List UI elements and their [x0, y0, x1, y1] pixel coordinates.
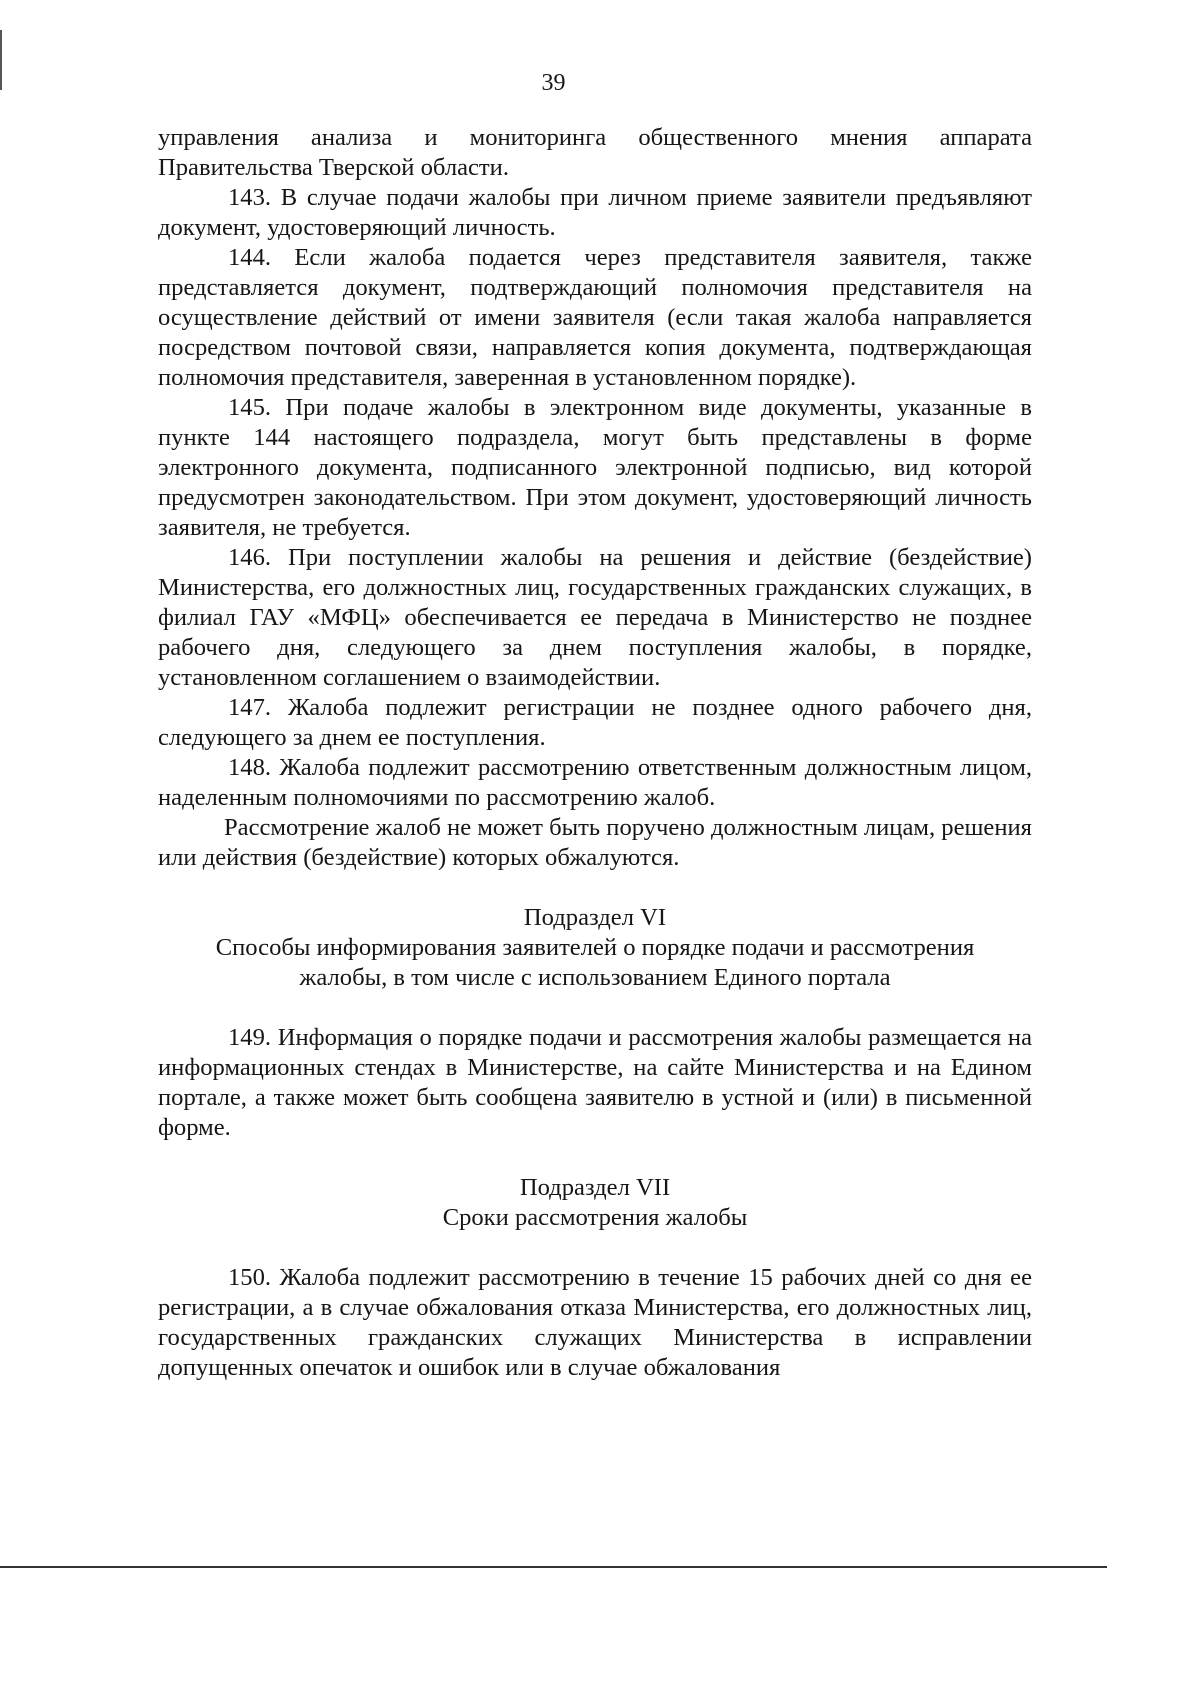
spacer	[158, 1143, 1032, 1173]
section-vi-title-line1: Способы информирования заявителей о порядке подачи и рассмотрения	[215, 934, 975, 961]
paragraph-144: 144. Если жалоба подается через представителя заявителя, также представляется документ, подтверждающий полномочия представителя на осуществление действий от имени заявителя (если такая жалоба направляется посредством почтовой связи, направляется копия документа, подтверждающая полномочия представителя, заверенная в установленном порядке).	[158, 244, 1032, 391]
paragraph-continuation: управления анализа и мониторинга общественного мнения аппарата Правительства Тверской области.	[158, 124, 1032, 181]
paragraph-143: 143. В случае подачи жалобы при личном приеме заявители предъявляют документ, удостоверяющий личность.	[158, 184, 1032, 241]
paragraph-145: 145. При подаче жалобы в электронном виде документы, указанные в пункте 144 настоящего подраздела, могут быть представлены в форме электронного документа, подписанного электронной подписью, вид которой предусмотрен законодательством. При этом документ, удостоверяющий личность заявителя, не требуется.	[158, 394, 1032, 541]
section-vii-label: Подраздел VII	[519, 1174, 671, 1201]
document-body	[158, 123, 1032, 1383]
section-vi-label: Подраздел VI	[523, 904, 667, 931]
paragraph-148-continued: Рассмотрение жалоб не может быть поручено должностным лицам, решения или действия (бездействие) которых обжалуются.	[158, 814, 1032, 871]
section-vii-title: Сроки рассмотрения жалобы	[442, 1204, 748, 1231]
spacer	[158, 993, 1032, 1023]
paragraph-148: 148. Жалоба подлежит рассмотрению ответственным должностным лицом, наделенным полномочиями по рассмотрению жалоб.	[158, 754, 1032, 811]
section-vi-title-line2: жалобы, в том числе с использованием Единого портала	[299, 964, 891, 991]
paragraph-150: 150. Жалоба подлежит рассмотрению в течение 15 рабочих дней со дня ее регистрации, а в случае обжалования отказа Министерства, его должностных лиц, государственных гражданских служащих Министерства в исправлении допущенных опечаток и ошибок или в случае обжалования	[158, 1264, 1032, 1381]
spacer	[158, 873, 1032, 903]
scan-bottom-edge	[0, 1566, 1107, 1568]
paragraph-149: 149. Информация о порядке подачи и рассмотрения жалобы размещается на информационных стендах в Министерстве, на сайте Министерства и на Едином портале, а также может быть сообщена заявителю в устной и (или) в письменной форме.	[158, 1024, 1032, 1141]
page-number: 39	[541, 70, 566, 96]
paragraph-147: 147. Жалоба подлежит регистрации не позднее одного рабочего дня, следующего за днем ее поступления.	[158, 694, 1032, 751]
spacer	[158, 1233, 1032, 1263]
paragraph-146: 146. При поступлении жалобы на решения и действие (бездействие) Министерства, его должностных лиц, государственных гражданских служащих, в филиал ГАУ «МФЦ» обеспечивается ее передача в Министерство не позднее рабочего дня, следующего за днем поступления жалобы, в порядке, установленном соглашением о взаимодействии.	[158, 544, 1032, 691]
